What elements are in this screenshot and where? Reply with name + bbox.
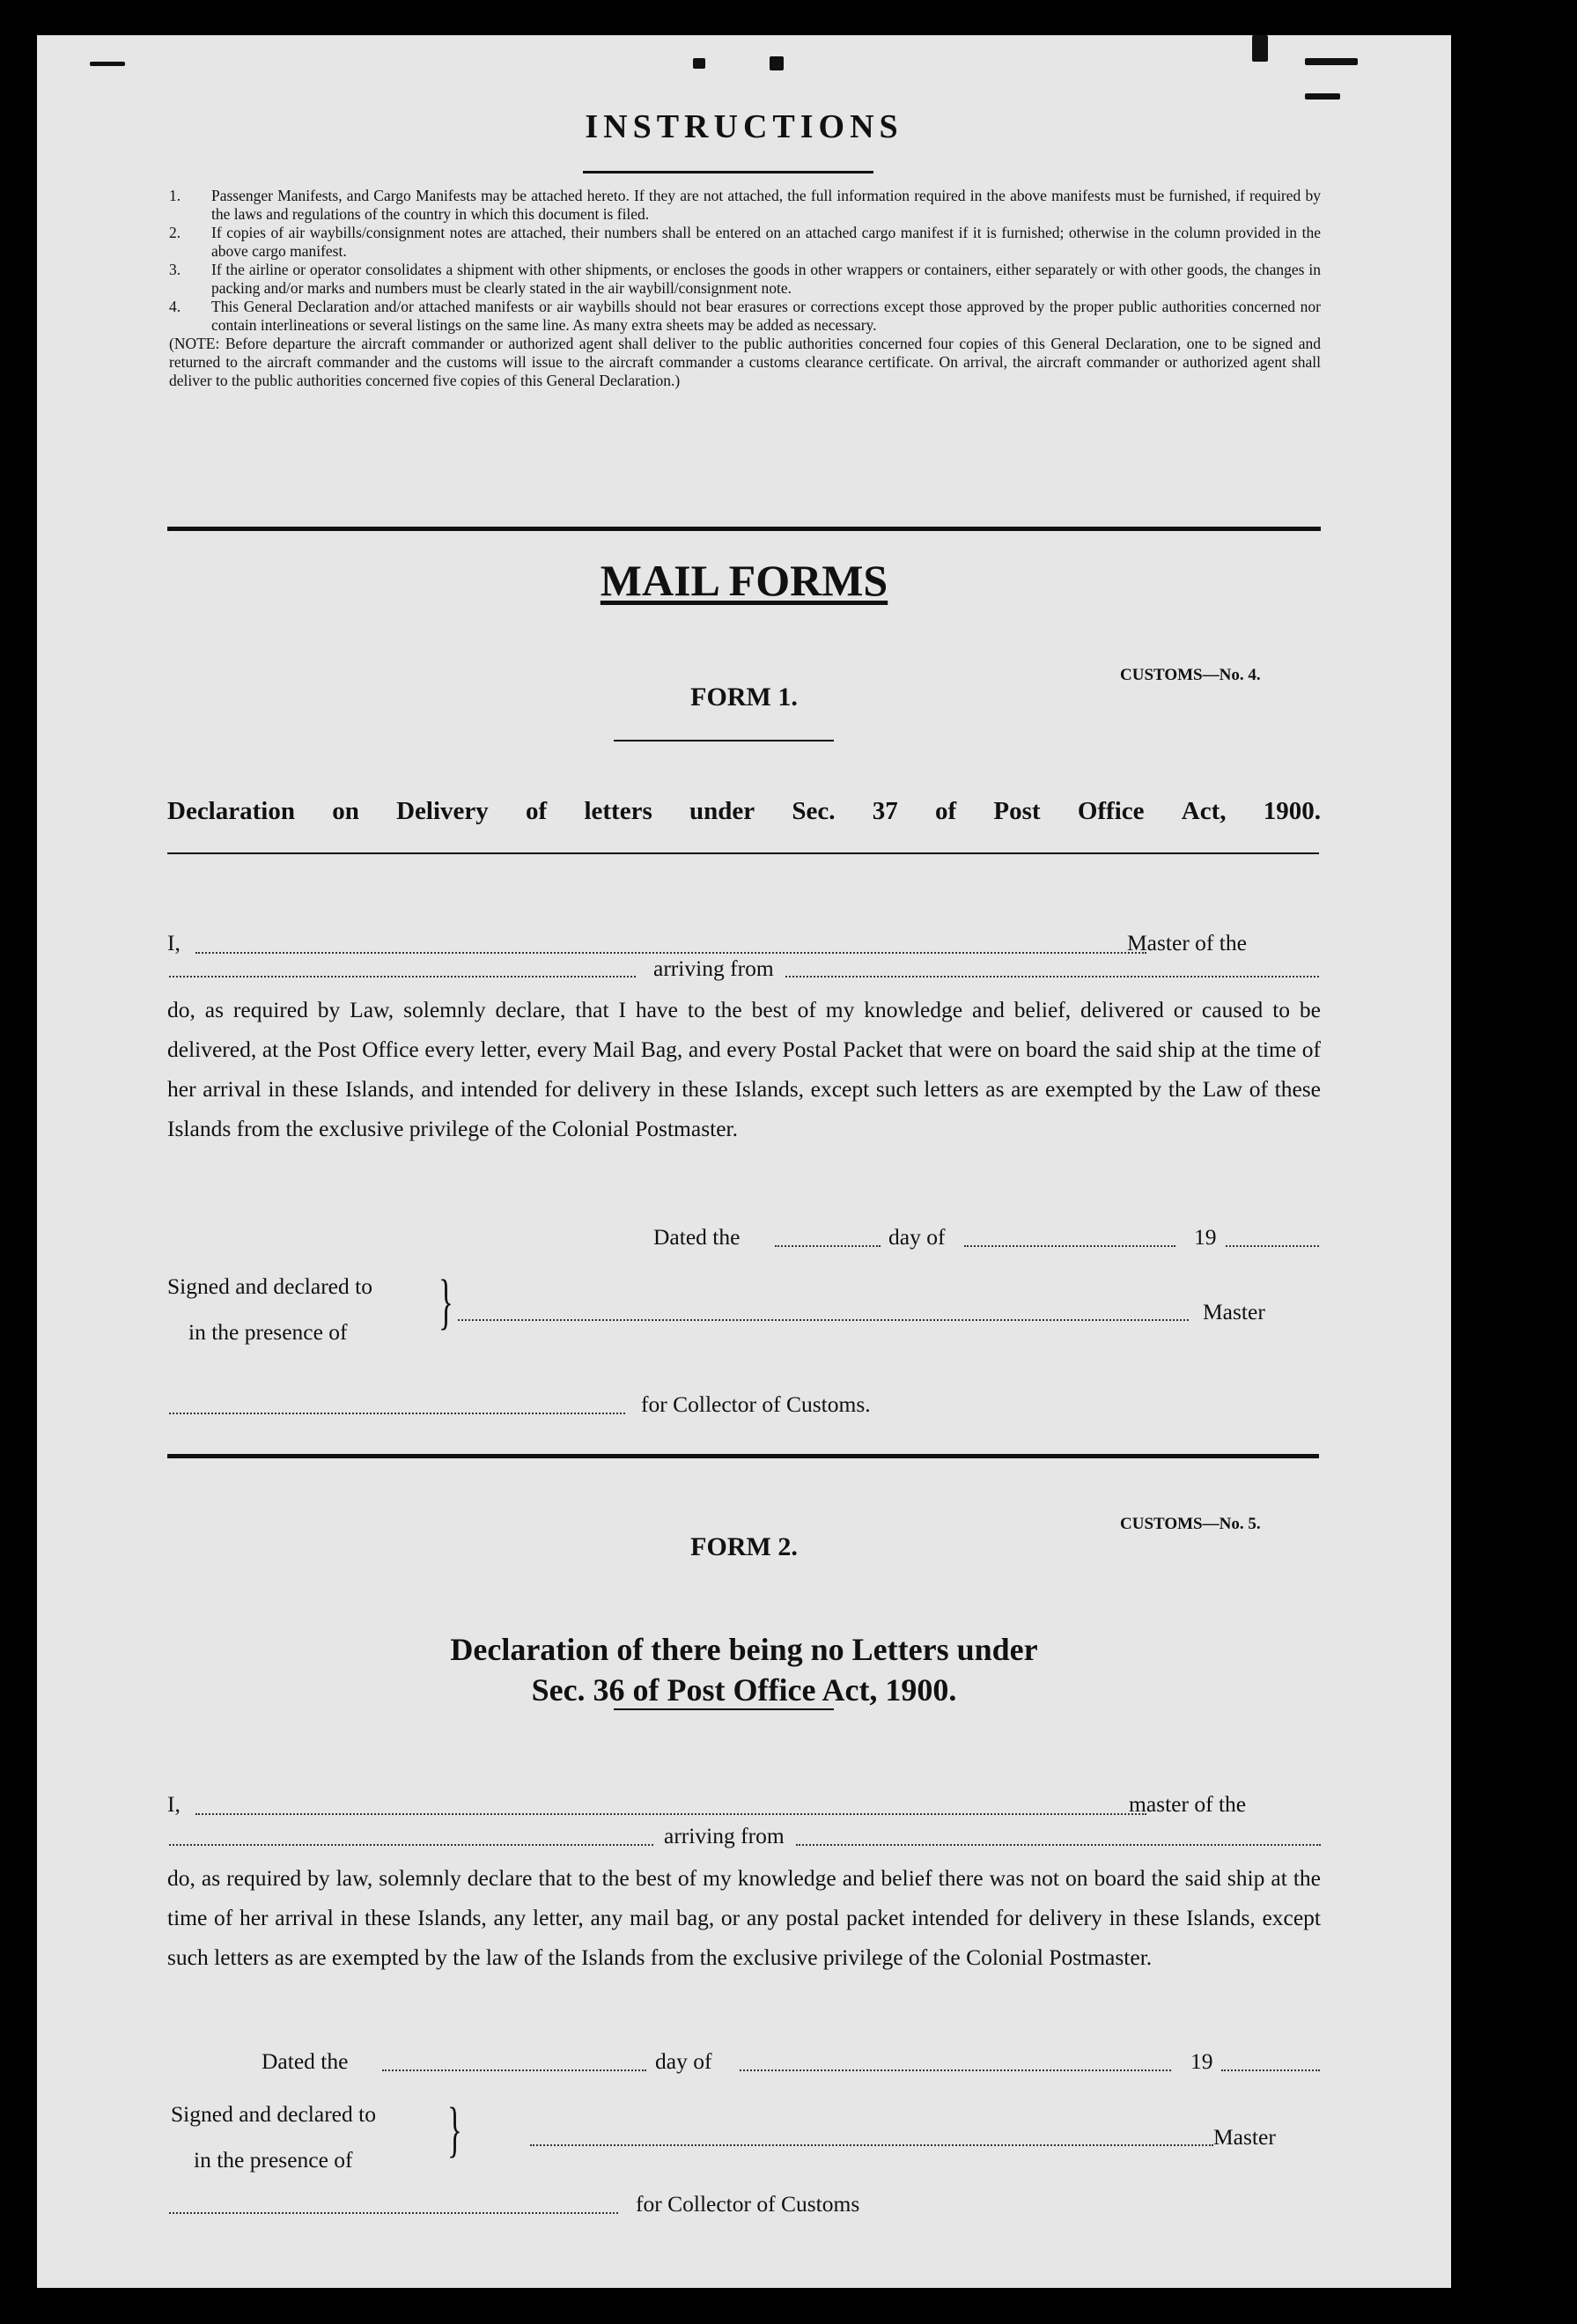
form1-rule — [167, 852, 1319, 854]
scan-speck — [90, 62, 125, 66]
form1-for-collector: for Collector of Customs. — [641, 1391, 871, 1417]
instructions-title: INSTRUCTIONS — [585, 108, 903, 145]
form1-year-prefix: 19 — [1194, 1224, 1217, 1250]
form2-year-prefix: 19 — [1190, 2048, 1213, 2074]
scan-speck — [1252, 35, 1268, 62]
form2-declaration-heading — [37, 1629, 1451, 1710]
item-number: 3. — [169, 261, 181, 278]
form1-brace: } — [438, 1268, 453, 1336]
form2-master-signature-field[interactable] — [530, 2144, 1213, 2146]
item-text: This General Declaration and/or attached manifests or air waybills should not bear erasures or corrections except those approved by the proper public authorities concerned nor contain interlineations or several listings on the same line. As many extra sheets may be added as necessary. — [211, 298, 1321, 334]
form2-customs-number: CUSTOMS—No. 5. — [1120, 1515, 1261, 1533]
mail-forms-title: MAIL FORMS — [600, 556, 888, 605]
form2-signed-line1: Signed and declared to — [171, 2101, 376, 2127]
form1-month-field[interactable] — [964, 1245, 1175, 1247]
item-text: If copies of air waybills/consignment notes are attached, their numbers shall be entered on an attached cargo manifest if it is furnished; otherwise in the column provided in the above cargo manifest. — [211, 224, 1321, 260]
form2-day-field[interactable] — [382, 2069, 646, 2071]
form1-arriving-from: arriving from — [653, 955, 774, 981]
form1-day-of: day of — [888, 1224, 946, 1250]
form-divider — [167, 1454, 1319, 1458]
heading-word: Delivery — [396, 797, 489, 825]
form1-master-of-the: Master of the — [1127, 930, 1247, 955]
form1-year-field[interactable] — [1226, 1245, 1319, 1247]
heading-word: Sec. — [792, 797, 836, 825]
instructions-list — [169, 187, 1321, 390]
heading-line: Declaration of there being no Letters under — [450, 1632, 1038, 1667]
item-number: 4. — [169, 298, 181, 315]
form2-origin-field[interactable] — [796, 1844, 1321, 1846]
item-text: If the airline or operator consolidates a shipment with other shipments, or encloses the goods in other wrappers or containers, either separately or with other goods, the changes in packing and/or marks and numbers must be clearly stated in the air waybill/consignment note. — [211, 261, 1321, 297]
title-underline — [583, 171, 873, 173]
heading-word: on — [332, 797, 359, 825]
form1-name-field[interactable] — [195, 952, 1146, 954]
scan-speck — [770, 56, 784, 70]
form2-name-field[interactable] — [195, 1813, 1146, 1815]
form2-collector-signature-field[interactable] — [169, 2212, 618, 2214]
heading-word: Post — [993, 797, 1041, 825]
heading-line: Sec. 36 of Post Office Act, 1900. — [531, 1672, 957, 1708]
form1-master-label: Master — [1203, 1299, 1265, 1324]
instruction-item — [169, 187, 1321, 224]
form2-for-collector: for Collector of Customs — [636, 2191, 860, 2217]
scan-speck — [1305, 93, 1340, 100]
heading-word: letters — [584, 797, 652, 825]
form1-day-field[interactable] — [775, 1245, 881, 1247]
form1-customs-number: CUSTOMS—No. 4. — [1120, 666, 1261, 684]
form1-dated-the: Dated the — [653, 1224, 741, 1250]
form2-year-field[interactable] — [1221, 2069, 1320, 2071]
form1-body: do, as required by Law, solemnly declare, that I have to the best of my knowledge and belief, delivered or caused to be delivered, at the Post Office every letter, every Mail Bag, and every Postal Packet that were on board the said ship at the time of her arrival in these Islands, and intended for delivery in these Islands, except such letters as are exempted by the Law of these Islands from the exclusive privilege of the Colonial Postmaster. — [167, 997, 1321, 1141]
heading-word: 37 — [872, 797, 898, 825]
heading-word: Office — [1077, 797, 1145, 825]
item-number: 1. — [169, 187, 181, 204]
form1-declaration-heading — [167, 797, 1321, 826]
item-text: Passenger Manifests, and Cargo Manifests may be attached hereto. If they are not attached, the full information required in the above manifests must be furnished, if required by the laws and regulations of the country in which this document is filed. — [211, 187, 1321, 223]
form2-i-label: I, — [167, 1791, 181, 1817]
form1-title: FORM 1. — [690, 682, 798, 712]
form2-title-underline — [614, 1708, 834, 1710]
instruction-item — [169, 224, 1321, 261]
item-number: 2. — [169, 224, 181, 241]
scan-speck — [1305, 58, 1358, 65]
document-page — [37, 35, 1451, 2288]
form2-brace: } — [447, 2096, 462, 2164]
section-divider — [167, 527, 1321, 531]
form1-signed-line1: Signed and declared to — [167, 1273, 372, 1299]
form2-arriving-from: arriving from — [664, 1823, 785, 1848]
instruction-item — [169, 298, 1321, 335]
heading-word: Act, — [1181, 797, 1227, 825]
form1-master-signature-field[interactable] — [458, 1319, 1189, 1321]
form2-master-of-the: master of the — [1129, 1791, 1247, 1817]
form2-day-of: day of — [655, 2048, 712, 2074]
form2-ship-field[interactable] — [169, 1844, 653, 1846]
form1-ship-field[interactable] — [169, 976, 636, 978]
form2-title: FORM 2. — [690, 1532, 798, 1561]
form1-signed-line2: in the presence of — [188, 1319, 348, 1345]
form2-dated-the: Dated the — [262, 2048, 349, 2074]
form2-body: do, as required by law, solemnly declare that to the best of my knowledge and belief there was not on board the said ship at the time of her arrival in these Islands, any letter, any mail bag, or any postal packet intended for delivery in these Islands, except such letters as are exempted by the law of the Islands from the exclusive privilege of the Colonial Postmaster. — [167, 1865, 1321, 1970]
scan-speck — [693, 58, 705, 69]
heading-word: under — [689, 797, 755, 825]
form1-collector-signature-field[interactable] — [169, 1413, 625, 1414]
heading-word: of — [526, 797, 548, 825]
form2-master-label: Master — [1213, 2124, 1276, 2150]
instruction-item — [169, 261, 1321, 298]
heading-word: of — [935, 797, 957, 825]
heading-word: 1900. — [1263, 797, 1321, 825]
form2-signed-line2: in the presence of — [194, 2147, 353, 2173]
form1-title-underline — [614, 740, 834, 741]
form1-i-label: I, — [167, 930, 181, 955]
heading-word: Declaration — [167, 797, 295, 825]
form2-month-field[interactable] — [740, 2069, 1171, 2071]
form1-origin-field[interactable] — [785, 976, 1319, 978]
instructions-note: (NOTE: Before departure the aircraft commander or authorized agent shall deliver to the public authorities concerned four copies of this General Declaration, one to be signed and returned to the aircraft commander and the customs will issue to the aircraft commander a customs clearance certificate. On arrival, the aircraft commander or authorized agent shall deliver to the public authorities concerned five copies of this General Declaration.) — [169, 335, 1321, 389]
